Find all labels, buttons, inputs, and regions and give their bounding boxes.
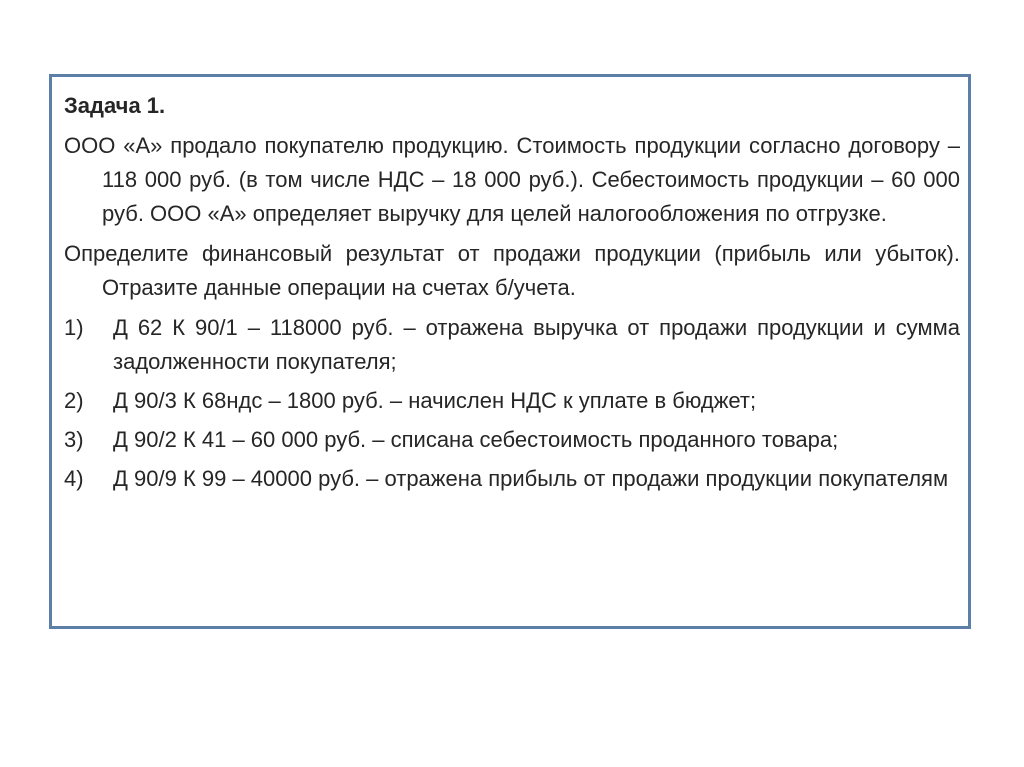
entry-text: Д 90/9 К 99 – 40000 руб. – отражена прибыль от продажи продукции покупателям xyxy=(113,466,949,491)
entry-number: 1) xyxy=(64,315,84,340)
entry-number: 3) xyxy=(64,427,84,452)
entry-number: 4) xyxy=(64,466,84,491)
entry-item-3 xyxy=(64,423,960,457)
entry-item-2 xyxy=(64,384,960,418)
task-box xyxy=(49,74,971,629)
entry-item-4 xyxy=(64,462,960,496)
entry-item-1 xyxy=(64,311,960,379)
task-title: Задача 1. xyxy=(64,93,166,118)
entry-number: 2) xyxy=(64,388,84,413)
entry-text: Д 62 К 90/1 – 118000 руб. – отражена выручка от продажи продукции и сумма задолженности покупателя; xyxy=(113,315,960,374)
task-condition-paragraph: ООО «А» продало покупателю продукцию. Стоимость продукции согласно договору – 118 000 руб. (в том числе НДС – 18 000 руб.). Себестоимость продукции – 60 000 руб. ООО «А» определяет выручку для целей налогообложения по отгрузке. xyxy=(64,133,960,226)
entry-text: Д 90/2 К 41 – 60 000 руб. – списана себестоимость проданного товара; xyxy=(113,427,839,452)
entry-text: Д 90/3 К 68ндс – 1800 руб. – начислен НДС к уплате в бюджет; xyxy=(113,388,757,413)
task-question-paragraph: Определите финансовый результат от продажи продукции (прибыль или убыток). Отразите данные операции на счетах б/учета. xyxy=(64,241,960,300)
